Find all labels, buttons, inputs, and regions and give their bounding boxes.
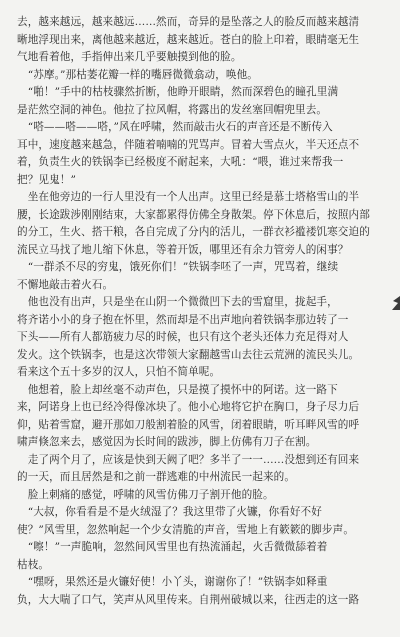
text-line: 耳中，速度越来越急，伴随着喃喃的咒骂声。冒着大雪点火，半天还点不: [17, 138, 360, 151]
text-line: 坐在他旁边的一行人里没有一个人出声。这里已经是慕士塔格雪山的半: [17, 191, 360, 203]
text-line: 走了两个月了，应该是快到天阙了吧？多半了一一……没想到还有回来: [17, 453, 360, 466]
text-line: “苏摩。”那枯萎花瓣一样的嘴唇微微翕动，唤他。: [17, 68, 258, 81]
text-line: 下头——所有人都筋疲力尽的时候，也只有这个老头还体力充足得对人: [17, 331, 349, 343]
text-line: “大叔，你看看是不是火绒湿了？我这里带了火镰，你看好不好: [17, 506, 322, 518]
page-text: [17, 14, 378, 609]
text-line: 看来这个五十多岁的汉人，只怕不简单呢。: [17, 366, 221, 378]
text-line: “嚓！”一声脆响，忽然间风雪里也有热流涌起，火舌微微舔着着: [17, 541, 328, 553]
text-line: 来，阿诺身上也已经冷得像冰块了。他小心地将它护在胸口，身子尽力后: [17, 401, 360, 413]
text-line: 使？”风雪里，忽然响起一个少女清脆的声音，雪地上有簌簌的脚步声。: [17, 523, 355, 536]
text-line: “啪！”手中的枯枝骤然折断，他睁开眼睛，然而深碧色的瞳孔里满: [17, 86, 339, 98]
text-line: 去，越来越远，越来越远……然而，奇异的是坠落之人的脸反而越来越清: [17, 16, 360, 28]
text-line: 啸声倏忽来去，感觉因为长时间的跋涉，脚上仿佛有刀子在割。: [17, 436, 317, 448]
text-line: 腰，长途跋涉刚刚结束，大家都累得仿佛全身散架。停下休息后，按照内部: [17, 208, 370, 221]
text-line: 气地看着他，手指伸出来几乎要触摸到他的脸。: [17, 51, 242, 63]
text-line: 枯枝。: [17, 558, 50, 571]
text-line: 仰，贴着雪窟，避开那如刀般割着脸的风雪，闭着眼睛，听耳畔风雪的呼: [17, 418, 360, 431]
text-line: 发火。这个铁锅李，也是这次带领大家翻越雪山去往云荒洲的流民头儿。: [17, 348, 360, 361]
text-line: “嘿呀，果然还是火镰好使！小丫头，谢谢你了！”铁锅李如释重: [17, 576, 328, 588]
text-line: 的一天，而且居然是和之前一群逃难的中州流民一起来的。: [17, 471, 296, 483]
text-line: 负，大大喘了口气，笑声从风里传来。自荆州破城以来，往西走的这一路: [17, 593, 360, 606]
text-line: 不懈地敲击着火石。: [17, 278, 114, 291]
text-line: 脸上刺痛的感觉，呼啸的风雪仿佛刀子割开他的脸。: [17, 488, 274, 501]
text-line: 把？见鬼！”: [17, 173, 76, 186]
text-line: 着，负责生火的铁锅李已经极度不耐起来，大吼：“喂，谁过来帮我一: [17, 156, 344, 168]
text-line: 的分工，生火、搭干粮，各自完成了分内的活儿，一群衣衫褴褛饥寒交迫的: [17, 226, 370, 238]
text-line: “嗒——嗒——嗒，”风在呼啸，然而敲击火石的声音还是不断传入: [17, 121, 333, 133]
text-line: 是茫然空洞的神色。他拉了拉风帽，将露出的发丝塞回帽兜里去。: [17, 103, 328, 116]
text-line: 将齐诺小小的身子抱在怀里，然而却是不出声地向着铁锅李那边转了一: [17, 313, 349, 326]
page-edge-fold-icon: [390, 296, 400, 310]
text-line: 他也没有出声，只是坐在山阴一个微微凹下去的雪窟里，拢起手，: [17, 296, 338, 308]
text-line: 流民立马找了地儿缩下休息，等着开饭，哪里还有余力管旁人的闲事？: [17, 243, 349, 256]
text-line: 他想着，脸上却丝毫不动声色，只是摸了摸怀中的阿诺。这一路下: [17, 383, 338, 396]
text-line: “一群杀不尽的穷鬼，饿死你们！”铁锅李呸了一声，咒骂着，继续: [17, 261, 339, 273]
text-line: 晰地浮现出来，离他越来越近，越来越近。苍白的脸上印着，眼睛毫无生: [17, 33, 360, 46]
